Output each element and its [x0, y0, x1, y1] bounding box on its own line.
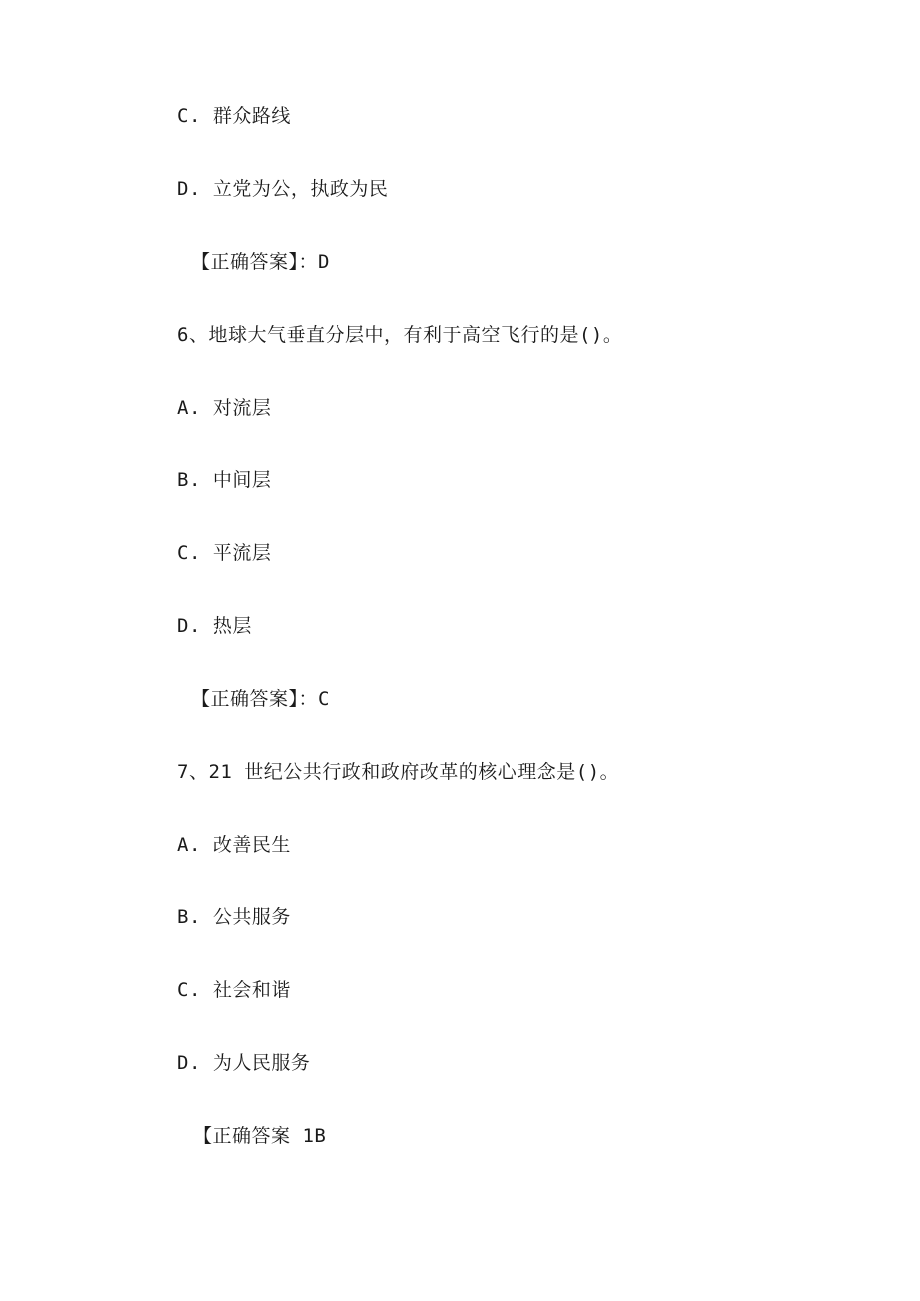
- question-5-answer: 【正确答案】：D: [191, 251, 330, 273]
- question-7-text: 7、21 世纪公共行政和政府改革的核心理念是()。: [177, 761, 620, 783]
- question-6-option-a: A. 对流层: [177, 397, 272, 419]
- question-7-option-a: A. 改善民生: [177, 834, 291, 856]
- question-7-answer: 【正确答案 1B: [193, 1125, 327, 1147]
- question-6-answer: 【正确答案】：C: [191, 688, 330, 710]
- question-5-option-d: D. 立党为公，执政为民: [177, 178, 389, 200]
- question-5-option-c: C. 群众路线: [177, 105, 291, 127]
- question-6-option-b: B. 中间层: [177, 469, 272, 491]
- question-7-option-b: B. 公共服务: [177, 906, 291, 928]
- question-7-option-c: C. 社会和谐: [177, 979, 291, 1001]
- question-6-text: 6、地球大气垂直分层中，有利于高空飞行的是()。: [177, 324, 623, 346]
- question-6-option-d: D. 热层: [177, 615, 252, 637]
- question-7-option-d: D. 为人民服务: [177, 1052, 311, 1074]
- question-6-option-c: C. 平流层: [177, 542, 272, 564]
